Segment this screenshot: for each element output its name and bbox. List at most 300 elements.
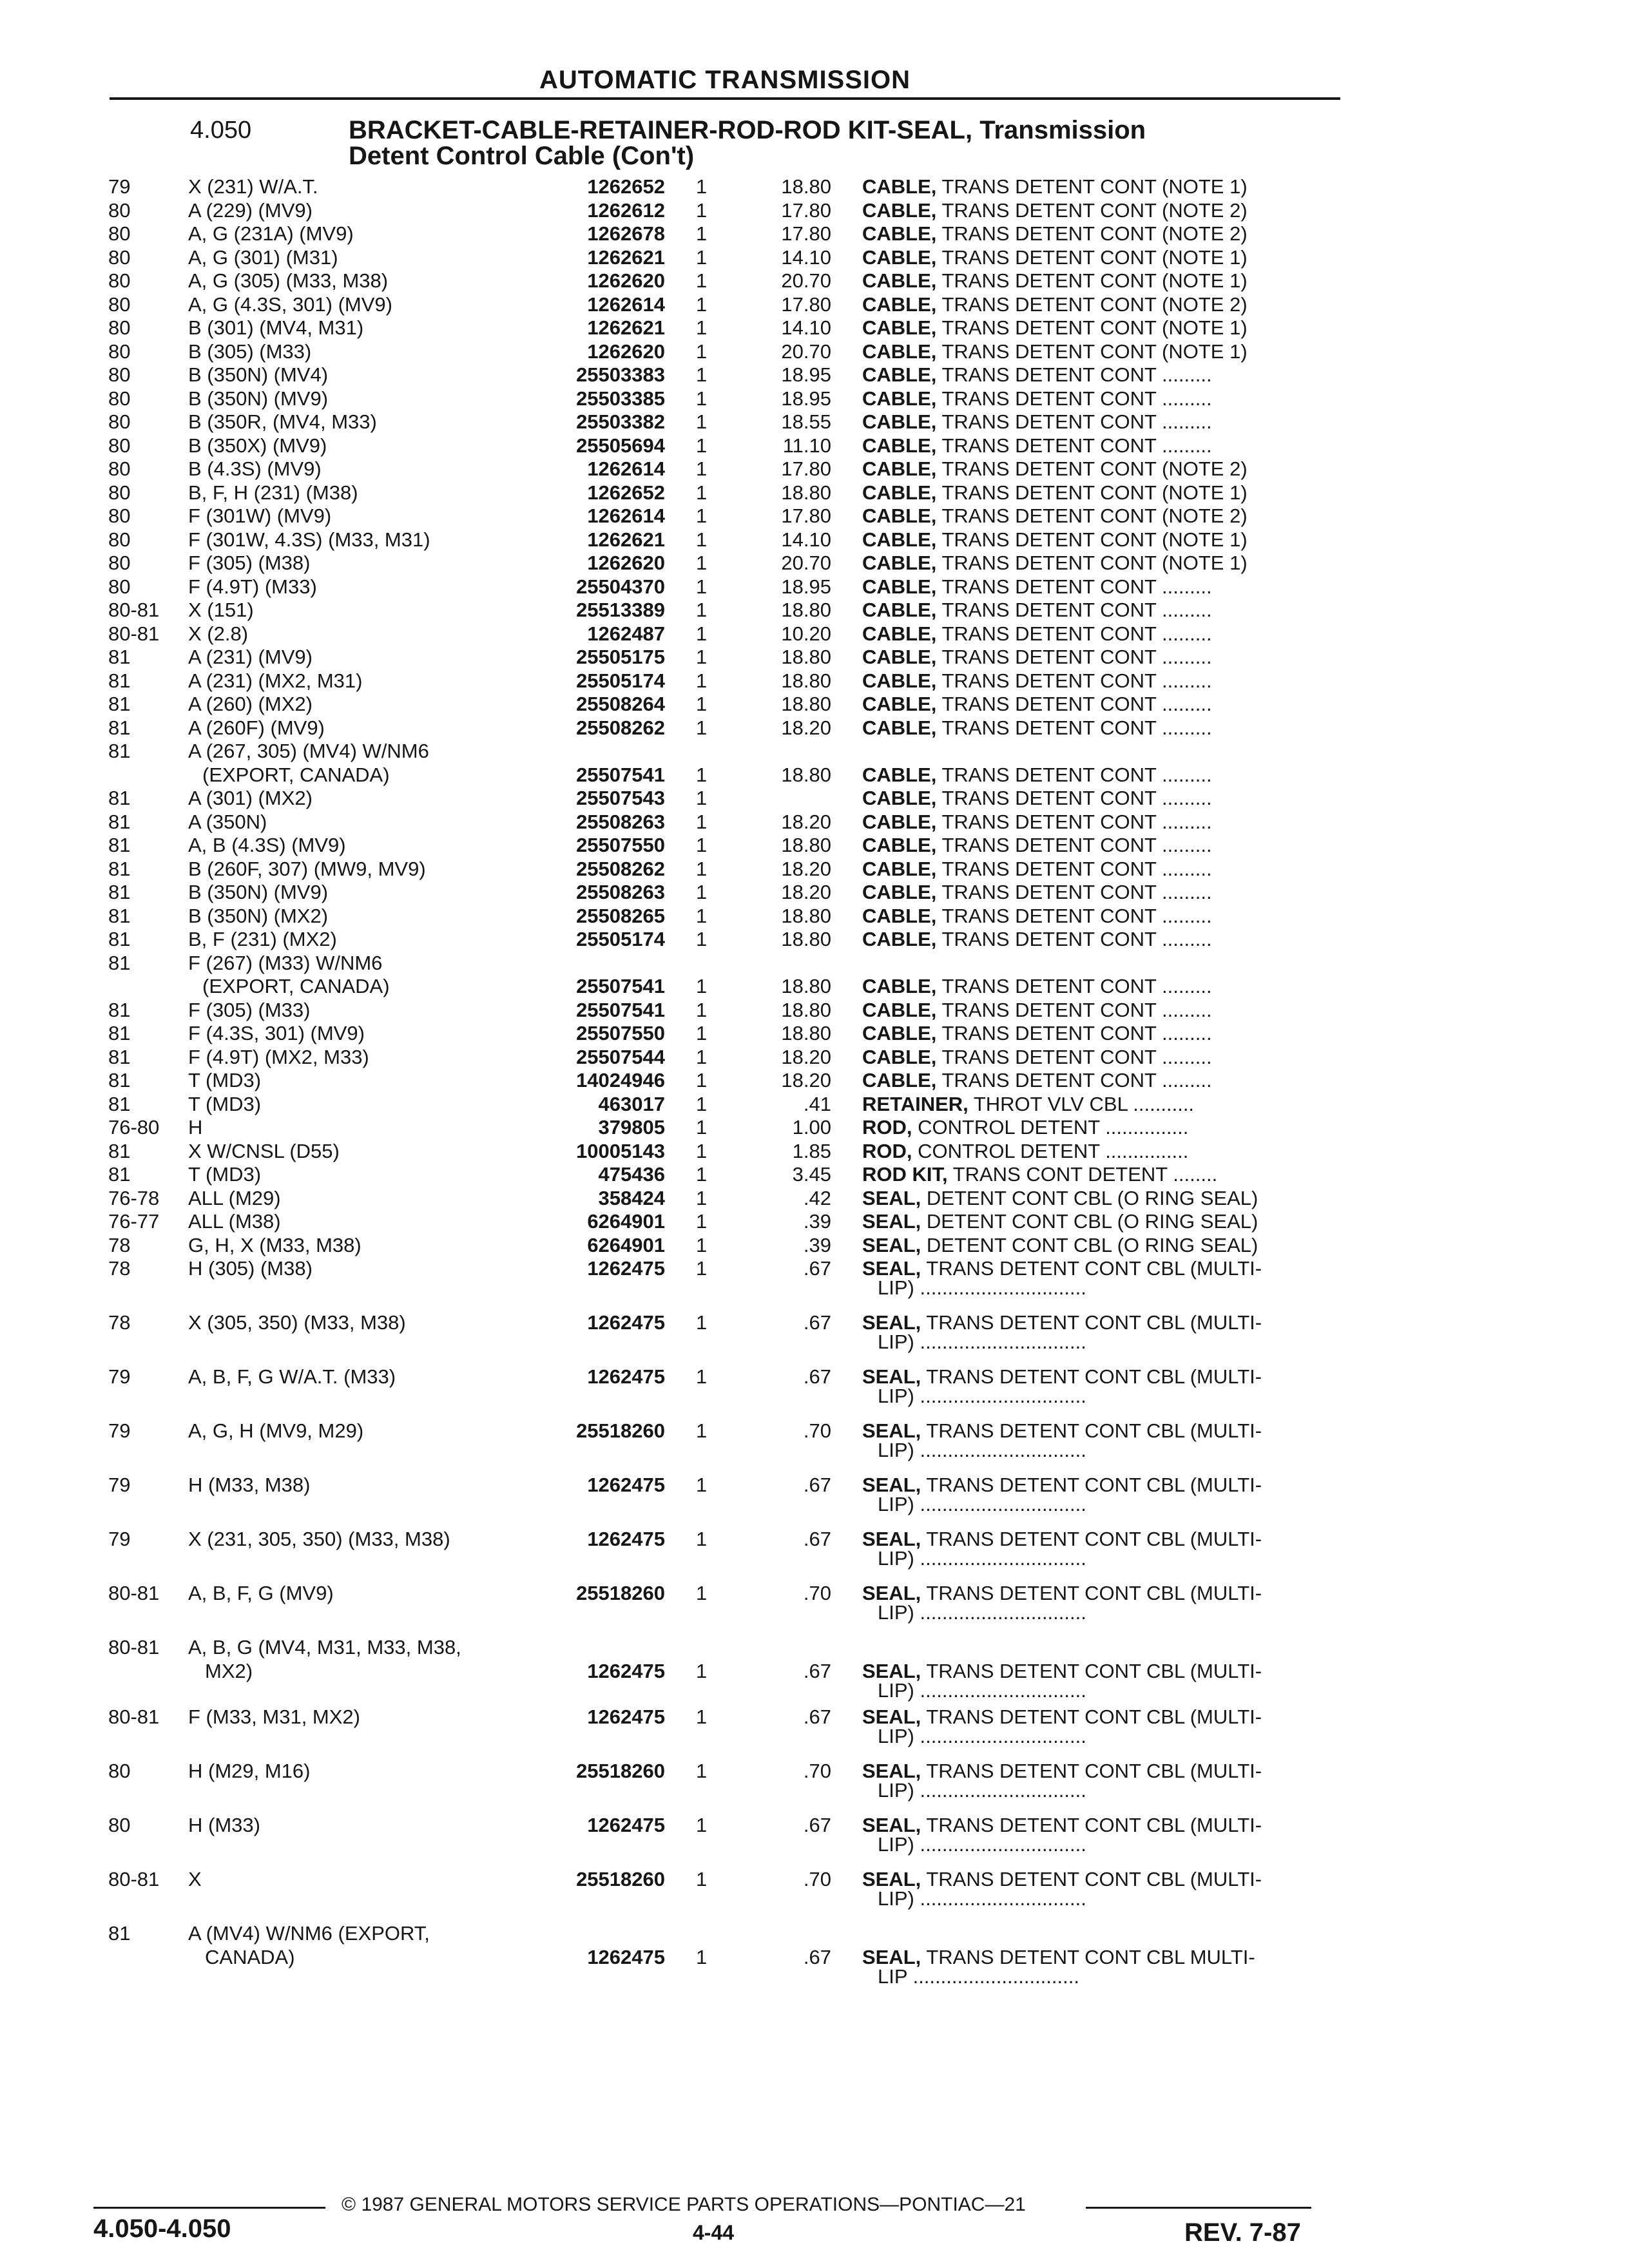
part-application [188, 222, 530, 246]
part-application [188, 481, 530, 505]
part-description-keyword: SEAL, [862, 1210, 921, 1233]
part-row [0, 1093, 1629, 1117]
part-row [0, 1922, 1629, 1992]
part-application-text: H (M33, M38) [188, 1474, 311, 1496]
part-quantity: 1 [696, 857, 708, 880]
part-description-text: TRANS DETENT CONT (NOTE 2) [936, 457, 1248, 480]
part-description [862, 552, 1339, 575]
part-year: 81 [108, 928, 131, 950]
part-quantity: 1 [696, 975, 708, 997]
part-description [862, 881, 1339, 905]
part-application-text: B (350N) (MX2) [188, 904, 329, 927]
part-row [0, 387, 1629, 411]
part-description-text: TRANS DETENT CONT (NOTE 1) [936, 481, 1248, 504]
part-description-keyword: SEAL, [862, 1257, 921, 1280]
part-year: 80 [108, 481, 131, 504]
part-application-text: B (350N) (MV9) [188, 881, 329, 903]
part-description [862, 1069, 1339, 1093]
part-application-text: A (231) (MV9) [188, 646, 313, 668]
part-quantity: 1 [696, 528, 708, 551]
part-price: .41 [803, 1092, 831, 1115]
part-price: 17.80 [781, 505, 831, 527]
part-description-text: TRANS DETENT CONT ......... [936, 1069, 1212, 1091]
part-number: 1262475 [587, 1659, 665, 1682]
part-price: 18.80 [781, 599, 831, 621]
part-application [188, 387, 530, 411]
part-description [862, 1187, 1339, 1211]
part-price: 14.10 [781, 528, 831, 551]
part-description-text: TRANS DETENT CONT CBL (MULTI- [921, 1760, 1262, 1782]
part-row [0, 434, 1629, 458]
part-description [862, 457, 1339, 481]
part-quantity: 1 [696, 1069, 708, 1091]
part-price: 14.10 [781, 245, 831, 269]
part-number: 25508262 [576, 857, 665, 880]
part-price: .70 [803, 1419, 831, 1442]
part-description [862, 1659, 1339, 1702]
part-application-text: A (260) (MX2) [188, 693, 313, 715]
part-application [188, 999, 530, 1023]
part-description-text: TRANS DETENT CONT (NOTE 1) [936, 340, 1248, 363]
part-price: 18.80 [781, 646, 831, 668]
part-description-keyword: ROD KIT, [862, 1163, 948, 1186]
part-application [188, 1311, 530, 1335]
part-description-keyword: CABLE, [862, 245, 937, 269]
part-description-text: TRANS DETENT CONT (NOTE 2) [936, 293, 1248, 316]
part-application [188, 1760, 530, 1783]
part-description [862, 1163, 1339, 1187]
part-description-line2: LIP) .............................. [878, 1601, 1086, 1624]
part-application [188, 293, 530, 317]
part-year: 80-81 [108, 622, 160, 645]
part-number: 1262475 [587, 1528, 665, 1550]
part-description-text: TRANS DETENT CONT ......... [936, 857, 1212, 880]
part-description [862, 481, 1339, 505]
part-year: 80 [108, 269, 131, 292]
part-description-text: TRANS DETENT CONT CBL (MULTI- [921, 1814, 1262, 1836]
part-description [862, 434, 1339, 458]
part-application [188, 410, 530, 434]
part-number: 25513389 [576, 599, 665, 621]
part-number: 1262620 [587, 340, 665, 363]
part-row [0, 1234, 1629, 1258]
part-description-text: CONTROL DETENT ............... [912, 1139, 1189, 1162]
part-number: 25518260 [576, 1760, 665, 1782]
part-year: 80 [108, 293, 131, 316]
part-description-keyword: CABLE, [862, 481, 937, 504]
part-price: .70 [803, 1582, 831, 1604]
part-quantity: 1 [696, 1419, 708, 1442]
part-description-text: TRANS DETENT CONT CBL (MULTI- [921, 1257, 1262, 1280]
part-year: 81 [108, 787, 131, 809]
part-description-text: TRANS DETENT CONT ......... [936, 881, 1212, 903]
part-description-keyword: ROD, [862, 1139, 912, 1162]
part-description [862, 975, 1339, 999]
part-row [0, 999, 1629, 1023]
part-row [0, 269, 1629, 293]
page-footer [0, 2194, 1629, 2258]
part-application-text: A, B, G (MV4, M31, M33, M38, [188, 1636, 461, 1658]
part-quantity: 1 [696, 481, 708, 504]
part-description-keyword: CABLE, [862, 387, 937, 410]
part-year: 81 [108, 693, 131, 715]
part-application-line2: CANADA) [205, 1945, 295, 1968]
part-application [188, 434, 530, 458]
part-number: 1262612 [587, 198, 665, 222]
part-description-keyword: SEAL, [862, 1760, 921, 1782]
part-application-text: H (M33) [188, 1814, 260, 1836]
part-application [188, 1093, 530, 1117]
part-application [188, 669, 530, 693]
part-description [862, 928, 1339, 952]
part-row [0, 1528, 1629, 1582]
part-description-line2: LIP) .............................. [878, 1678, 1086, 1702]
part-quantity: 1 [696, 1116, 708, 1139]
part-description-text: TRANS DETENT CONT ......... [936, 763, 1212, 786]
part-description [862, 669, 1339, 693]
part-price: 18.80 [781, 175, 831, 198]
part-quantity: 1 [696, 1257, 708, 1280]
part-description-text: TRANS DETENT CONT ......... [936, 363, 1212, 386]
part-year: 80 [108, 222, 131, 245]
part-row [0, 905, 1629, 928]
part-quantity: 1 [696, 175, 708, 198]
part-row [0, 952, 1629, 999]
part-quantity: 1 [696, 269, 708, 292]
part-description [862, 1528, 1339, 1570]
part-application [188, 269, 530, 293]
part-description-keyword: CABLE, [862, 410, 937, 433]
part-description [862, 363, 1339, 387]
part-year: 81 [108, 669, 131, 692]
part-quantity: 1 [696, 340, 708, 363]
part-number: 25518260 [576, 1419, 665, 1442]
part-description-keyword: SEAL, [862, 1814, 921, 1836]
part-application [188, 1706, 530, 1729]
part-row [0, 1187, 1629, 1211]
part-application-text: F (267) (M33) W/NM6 [188, 951, 383, 974]
part-year: 81 [108, 998, 131, 1021]
part-description-text: TRANS DETENT CONT ......... [936, 1045, 1212, 1068]
part-number: 25505174 [576, 669, 665, 692]
part-application [188, 740, 530, 786]
part-description-text: TRANS DETENT CONT CBL MULTI- [921, 1945, 1255, 1968]
part-application [188, 457, 530, 481]
part-description-line2: LIP) .............................. [878, 1439, 1086, 1461]
part-year: 80 [108, 1760, 131, 1782]
part-quantity: 1 [696, 1659, 708, 1682]
part-application [188, 622, 530, 646]
part-application [188, 246, 530, 270]
page-header: AUTOMATIC TRANSMISSION [110, 62, 1340, 100]
part-application [188, 1140, 530, 1164]
part-description-keyword: CABLE, [862, 975, 937, 997]
part-number: 1262621 [587, 245, 665, 269]
part-application-text: A (231) (MX2, M31) [188, 669, 363, 692]
part-year: 80 [108, 575, 131, 598]
part-application-text: F (305) (M38) [188, 552, 311, 574]
part-row [0, 1116, 1629, 1140]
part-application-text: X (2.8) [188, 622, 249, 645]
part-quantity: 1 [696, 316, 708, 339]
part-row [0, 293, 1629, 317]
part-description-text: TRANS DETENT CONT ......... [936, 810, 1212, 833]
part-row [0, 552, 1629, 575]
part-description-text: TRANS DETENT CONT ......... [936, 669, 1212, 692]
part-description-text: TRANS DETENT CONT (NOTE 2) [936, 222, 1248, 245]
part-description [862, 1046, 1339, 1070]
part-application-text: B (350N) (MV4) [188, 363, 329, 386]
part-price: .42 [803, 1186, 831, 1209]
part-price: 18.95 [781, 575, 831, 598]
part-application-text: A, G (231A) (MV9) [188, 222, 354, 245]
part-description-text: TRANS DETENT CONT ......... [936, 998, 1212, 1021]
part-year: 81 [108, 1922, 131, 1945]
part-quantity: 1 [696, 222, 708, 245]
part-description-text: TRANS DETENT CONT ......... [936, 622, 1212, 645]
part-price: 1.00 [792, 1116, 831, 1139]
part-description-keyword: ROD, [862, 1116, 912, 1139]
part-description-keyword: CABLE, [862, 904, 937, 927]
part-description-text: TRANS DETENT CONT (NOTE 1) [936, 528, 1248, 551]
section-title-line1: BRACKET-CABLE-RETAINER-ROD-ROD KIT-SEAL, Transmission [349, 116, 1146, 144]
part-year: 80-81 [108, 1868, 160, 1890]
part-description [862, 1419, 1339, 1461]
part-quantity: 1 [696, 881, 708, 903]
part-price: 18.20 [781, 1045, 831, 1068]
part-description [862, 1365, 1339, 1407]
part-number: 14024946 [576, 1069, 665, 1091]
part-number: 1262475 [587, 1365, 665, 1388]
part-price: .67 [803, 1311, 831, 1334]
part-row [0, 175, 1629, 199]
part-description [862, 858, 1339, 881]
part-number: 1262614 [587, 293, 665, 316]
part-year: 80 [108, 198, 131, 222]
part-application [188, 1474, 530, 1497]
part-description-keyword: SEAL, [862, 1474, 921, 1496]
part-description [862, 1474, 1339, 1515]
part-description-line2: LIP) .............................. [878, 1779, 1086, 1802]
part-quantity: 1 [696, 810, 708, 833]
part-description-text: TRANS DETENT CONT CBL (MULTI- [921, 1419, 1262, 1442]
part-quantity: 1 [696, 552, 708, 574]
part-application-text: X (305, 350) (M33, M38) [188, 1311, 406, 1334]
part-application [188, 1868, 530, 1892]
part-quantity: 1 [696, 505, 708, 527]
part-application [188, 811, 530, 834]
part-row [0, 1257, 1629, 1311]
part-description-text: TRANS DETENT CONT ......... [936, 716, 1212, 739]
part-application [188, 716, 530, 740]
part-quantity: 1 [696, 599, 708, 621]
part-description [862, 316, 1339, 340]
part-year: 76-78 [108, 1186, 160, 1209]
part-price: 18.80 [781, 1022, 831, 1044]
part-application-text: B (305) (M33) [188, 340, 312, 363]
part-description-keyword: CABLE, [862, 1045, 937, 1068]
part-year: 76-80 [108, 1116, 160, 1139]
part-application [188, 834, 530, 858]
part-description [862, 505, 1339, 528]
part-description [862, 387, 1339, 411]
part-price: 14.10 [781, 316, 831, 339]
part-description [862, 575, 1339, 599]
part-application [188, 575, 530, 599]
part-description-text: DETENT CONT CBL (O RING SEAL) [921, 1210, 1258, 1233]
part-description-text: TRANS DETENT CONT ......... [936, 1022, 1212, 1044]
part-year: 80 [108, 387, 131, 410]
part-price: .67 [803, 1945, 831, 1968]
part-description [862, 1234, 1339, 1258]
part-quantity: 1 [696, 1045, 708, 1068]
part-application [188, 1636, 530, 1682]
part-row [0, 505, 1629, 528]
part-row [0, 1140, 1629, 1164]
part-price: 18.55 [781, 410, 831, 433]
part-quantity: 1 [696, 622, 708, 645]
footer-rule-left [93, 2207, 325, 2209]
page-number: 4-44 [693, 2221, 735, 2244]
part-row [0, 457, 1629, 481]
part-price: .67 [803, 1814, 831, 1836]
part-description [862, 1210, 1339, 1234]
part-price: 10.20 [781, 622, 831, 645]
part-quantity: 1 [696, 457, 708, 480]
part-row [0, 1069, 1629, 1093]
part-row [0, 1474, 1629, 1528]
part-application-text: ALL (M38) [188, 1210, 281, 1233]
part-description-text: TRANS DETENT CONT CBL (MULTI- [921, 1528, 1262, 1550]
part-year: 79 [108, 1419, 131, 1442]
part-application [188, 1234, 530, 1258]
part-description-text: TRANS DETENT CONT ......... [936, 599, 1212, 621]
part-description-keyword: SEAL, [862, 1365, 921, 1388]
part-application [188, 316, 530, 340]
part-row [0, 787, 1629, 811]
part-number: 1262621 [587, 528, 665, 551]
part-application [188, 552, 530, 575]
part-number: 25508263 [576, 881, 665, 903]
part-quantity: 1 [696, 693, 708, 715]
part-description [862, 1945, 1339, 1988]
part-row [0, 740, 1629, 787]
part-application-text: A, G, H (MV9, M29) [188, 1419, 364, 1442]
part-description [862, 716, 1339, 740]
part-application-text: B (350X) (MV9) [188, 434, 327, 457]
part-application-text: ALL (M29) [188, 1186, 281, 1209]
part-price: 18.80 [781, 998, 831, 1021]
part-description-text: TRANS DETENT CONT (NOTE 1) [936, 269, 1248, 292]
part-application-text: H [188, 1116, 203, 1139]
part-description-line2: LIP) .............................. [878, 1276, 1086, 1299]
part-description [862, 199, 1339, 223]
part-description-text: TRANS DETENT CONT CBL (MULTI- [921, 1365, 1262, 1388]
part-description-keyword: CABLE, [862, 175, 937, 198]
part-quantity: 1 [696, 575, 708, 598]
part-application-text: A (350N) [188, 810, 267, 833]
part-application [188, 599, 530, 622]
part-number: 1262475 [587, 1474, 665, 1496]
part-application [188, 1163, 530, 1187]
part-application-text: X (231, 305, 350) (M33, M38) [188, 1528, 450, 1550]
part-number: 6264901 [587, 1233, 665, 1256]
part-number: 6264901 [587, 1210, 665, 1233]
part-row [0, 622, 1629, 646]
part-description-text: CONTROL DETENT ............... [912, 1116, 1189, 1139]
part-year: 80-81 [108, 1582, 160, 1604]
part-quantity: 1 [696, 1186, 708, 1209]
part-description-keyword: CABLE, [862, 646, 937, 668]
part-row [0, 481, 1629, 505]
part-row [0, 1706, 1629, 1760]
part-row [0, 1365, 1629, 1419]
part-year: 79 [108, 1528, 131, 1550]
part-year: 80 [108, 434, 131, 457]
part-row [0, 1636, 1629, 1706]
part-price: .67 [803, 1528, 831, 1550]
part-application-text: F (305) (M33) [188, 998, 311, 1021]
part-description-keyword: SEAL, [862, 1233, 921, 1256]
part-application [188, 858, 530, 881]
part-application-text: B (350N) (MV9) [188, 387, 329, 410]
part-description-text: THROT VLV CBL ........... [968, 1092, 1195, 1115]
part-application-text: X (231) W/A.T. [188, 175, 318, 198]
part-description [862, 1093, 1339, 1117]
part-description-text: TRANS DETENT CONT CBL (MULTI- [921, 1868, 1262, 1890]
part-application-line2: (EXPORT, CANADA) [202, 763, 390, 786]
part-description [862, 834, 1339, 858]
part-description [862, 599, 1339, 622]
part-number: 25507543 [576, 787, 665, 809]
part-description-keyword: SEAL, [862, 1659, 921, 1682]
part-row [0, 363, 1629, 387]
part-year: 80 [108, 363, 131, 386]
part-description-keyword: CABLE, [862, 363, 937, 386]
part-year: 80-81 [108, 1636, 160, 1658]
part-year: 80 [108, 528, 131, 551]
part-year: 81 [108, 857, 131, 880]
part-description-line2: LIP) .............................. [878, 1725, 1086, 1747]
part-application-text: B, F, H (231) (M38) [188, 481, 358, 504]
part-number: 25507541 [576, 975, 665, 997]
part-description [862, 1814, 1339, 1856]
part-number: 25503383 [576, 363, 665, 386]
part-row [0, 340, 1629, 364]
part-description-text: TRANS DETENT CONT ......... [936, 434, 1212, 457]
part-year: 81 [108, 1139, 131, 1162]
part-price: .70 [803, 1868, 831, 1890]
part-year: 81 [108, 1045, 131, 1068]
part-price: .67 [803, 1257, 831, 1280]
part-year: 79 [108, 1474, 131, 1496]
part-quantity: 1 [696, 904, 708, 927]
part-description-line2: LIP) .............................. [878, 1887, 1086, 1910]
part-application [188, 646, 530, 669]
part-application-text: A, B, F, G (MV9) [188, 1582, 334, 1604]
part-price: 18.80 [781, 763, 831, 786]
part-application-text: T (MD3) [188, 1069, 262, 1091]
part-description-text: TRANS DETENT CONT CBL (MULTI- [921, 1706, 1262, 1728]
part-description [862, 1868, 1339, 1910]
part-description-keyword: SEAL, [862, 1868, 921, 1890]
part-price: 20.70 [781, 552, 831, 574]
part-application [188, 1210, 530, 1234]
part-price: .67 [803, 1659, 831, 1682]
part-description-text: TRANS DETENT CONT ......... [936, 928, 1212, 950]
part-description [862, 811, 1339, 834]
part-row [0, 1868, 1629, 1922]
